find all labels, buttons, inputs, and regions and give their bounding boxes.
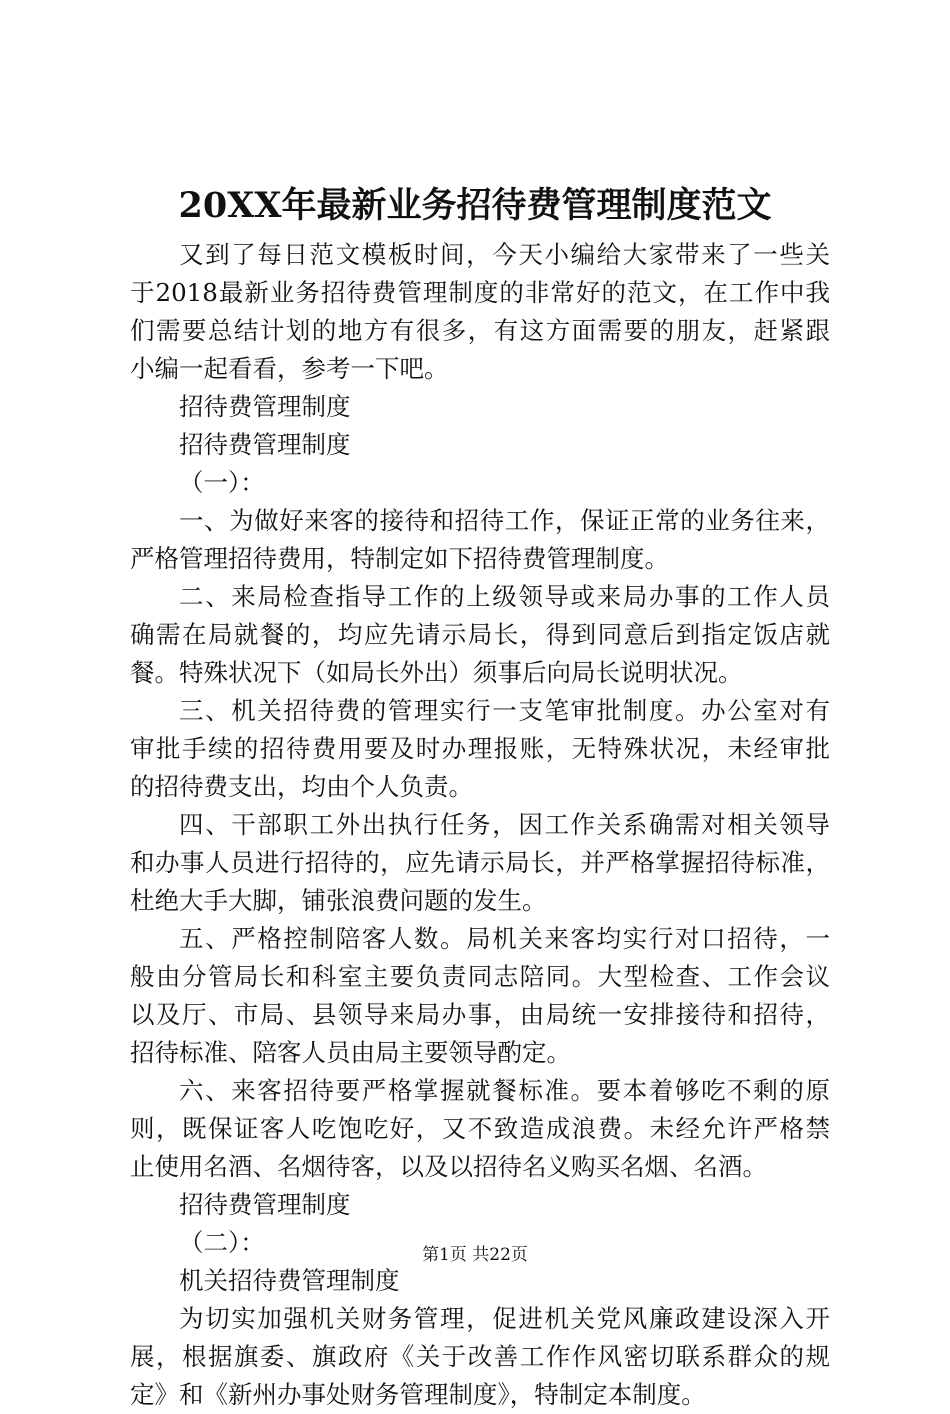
- body-line: 二、来局检查指导工作的上级领导或来局办事的工作人员: [179, 582, 830, 611]
- body-line: 餐。特殊状况下（如局长外出）须事后向局长说明状况。: [130, 658, 743, 687]
- body-line: 和办事人员进行招待的，应先请示局长，并严格掌握招待标准，: [130, 848, 830, 877]
- body-line: 审批手续的招待费用要及时办理报账，无特殊状况，未经审批: [130, 734, 830, 763]
- body-line: 杜绝大手大脚，铺张浪费问题的发生。: [130, 886, 547, 915]
- document-body: [130, 236, 830, 1414]
- body-line: 招待标准、陪客人员由局主要领导酌定。: [130, 1038, 571, 1067]
- body-line: （二）：: [179, 1228, 265, 1257]
- body-line: 又到了每日范文模板时间，今天小编给大家带来了一些关: [179, 240, 830, 269]
- body-line: 四、干部职工外出执行任务，因工作关系确需对相关领导: [179, 810, 830, 839]
- document-title: 20XX年最新业务招待费管理制度范文: [178, 185, 772, 226]
- body-line: 为切实加强机关财务管理，促进机关党风廉政建设深入开: [179, 1304, 830, 1333]
- body-line: 展，根据旗委、旗政府《关于改善工作作风密切联系群众的规: [130, 1342, 830, 1371]
- body-line: 三、机关招待费的管理实行一支笔审批制度。办公室对有: [179, 696, 830, 725]
- body-line: 一、为做好来客的接待和招待工作，保证正常的业务往来，: [179, 506, 830, 535]
- body-line: 招待费管理制度: [179, 430, 351, 459]
- body-line: 五、严格控制陪客人数。局机关来客均实行对口招待，一: [179, 924, 830, 953]
- body-line: 则，既保证客人吃饱吃好，又不致造成浪费。未经允许严格禁: [130, 1114, 830, 1143]
- body-line: 招待费管理制度: [179, 392, 351, 421]
- body-line: 六、来客招待要严格掌握就餐标准。要本着够吃不剩的原: [179, 1076, 830, 1105]
- body-line: 严格管理招待费用，特制定如下招待费管理制度。: [130, 544, 669, 573]
- body-line: 小编一起看看，参考一下吧。: [130, 354, 449, 383]
- body-line: 招待费管理制度: [179, 1190, 351, 1219]
- body-line: 般由分管局长和科室主要负责同志陪同。大型检查、工作会议: [130, 962, 830, 991]
- body-line: 的招待费支出，均由个人负责。: [130, 772, 473, 801]
- body-line: 以及厅、市局、县领导来局办事，由局统一安排接待和招待，: [130, 1000, 830, 1029]
- body-line: 确需在局就餐的，均应先请示局长，得到同意后到指定饭店就: [130, 620, 830, 649]
- body-line: （一）：: [179, 468, 265, 497]
- body-line: 们需要总结计划的地方有很多，有这方面需要的朋友，赶紧跟: [130, 316, 830, 345]
- body-line: 定》和《新州办事处财务管理制度》，特制定本制度。: [130, 1380, 706, 1409]
- page-footer: 第1页 共22页: [422, 1245, 528, 1265]
- body-line: 止使用名酒、名烟待客，以及以招待名义购买名烟、名酒。: [130, 1152, 767, 1181]
- body-line: 机关招待费管理制度: [179, 1266, 400, 1295]
- body-line: 于2018最新业务招待费管理制度的非常好的范文，在工作中我: [130, 278, 830, 307]
